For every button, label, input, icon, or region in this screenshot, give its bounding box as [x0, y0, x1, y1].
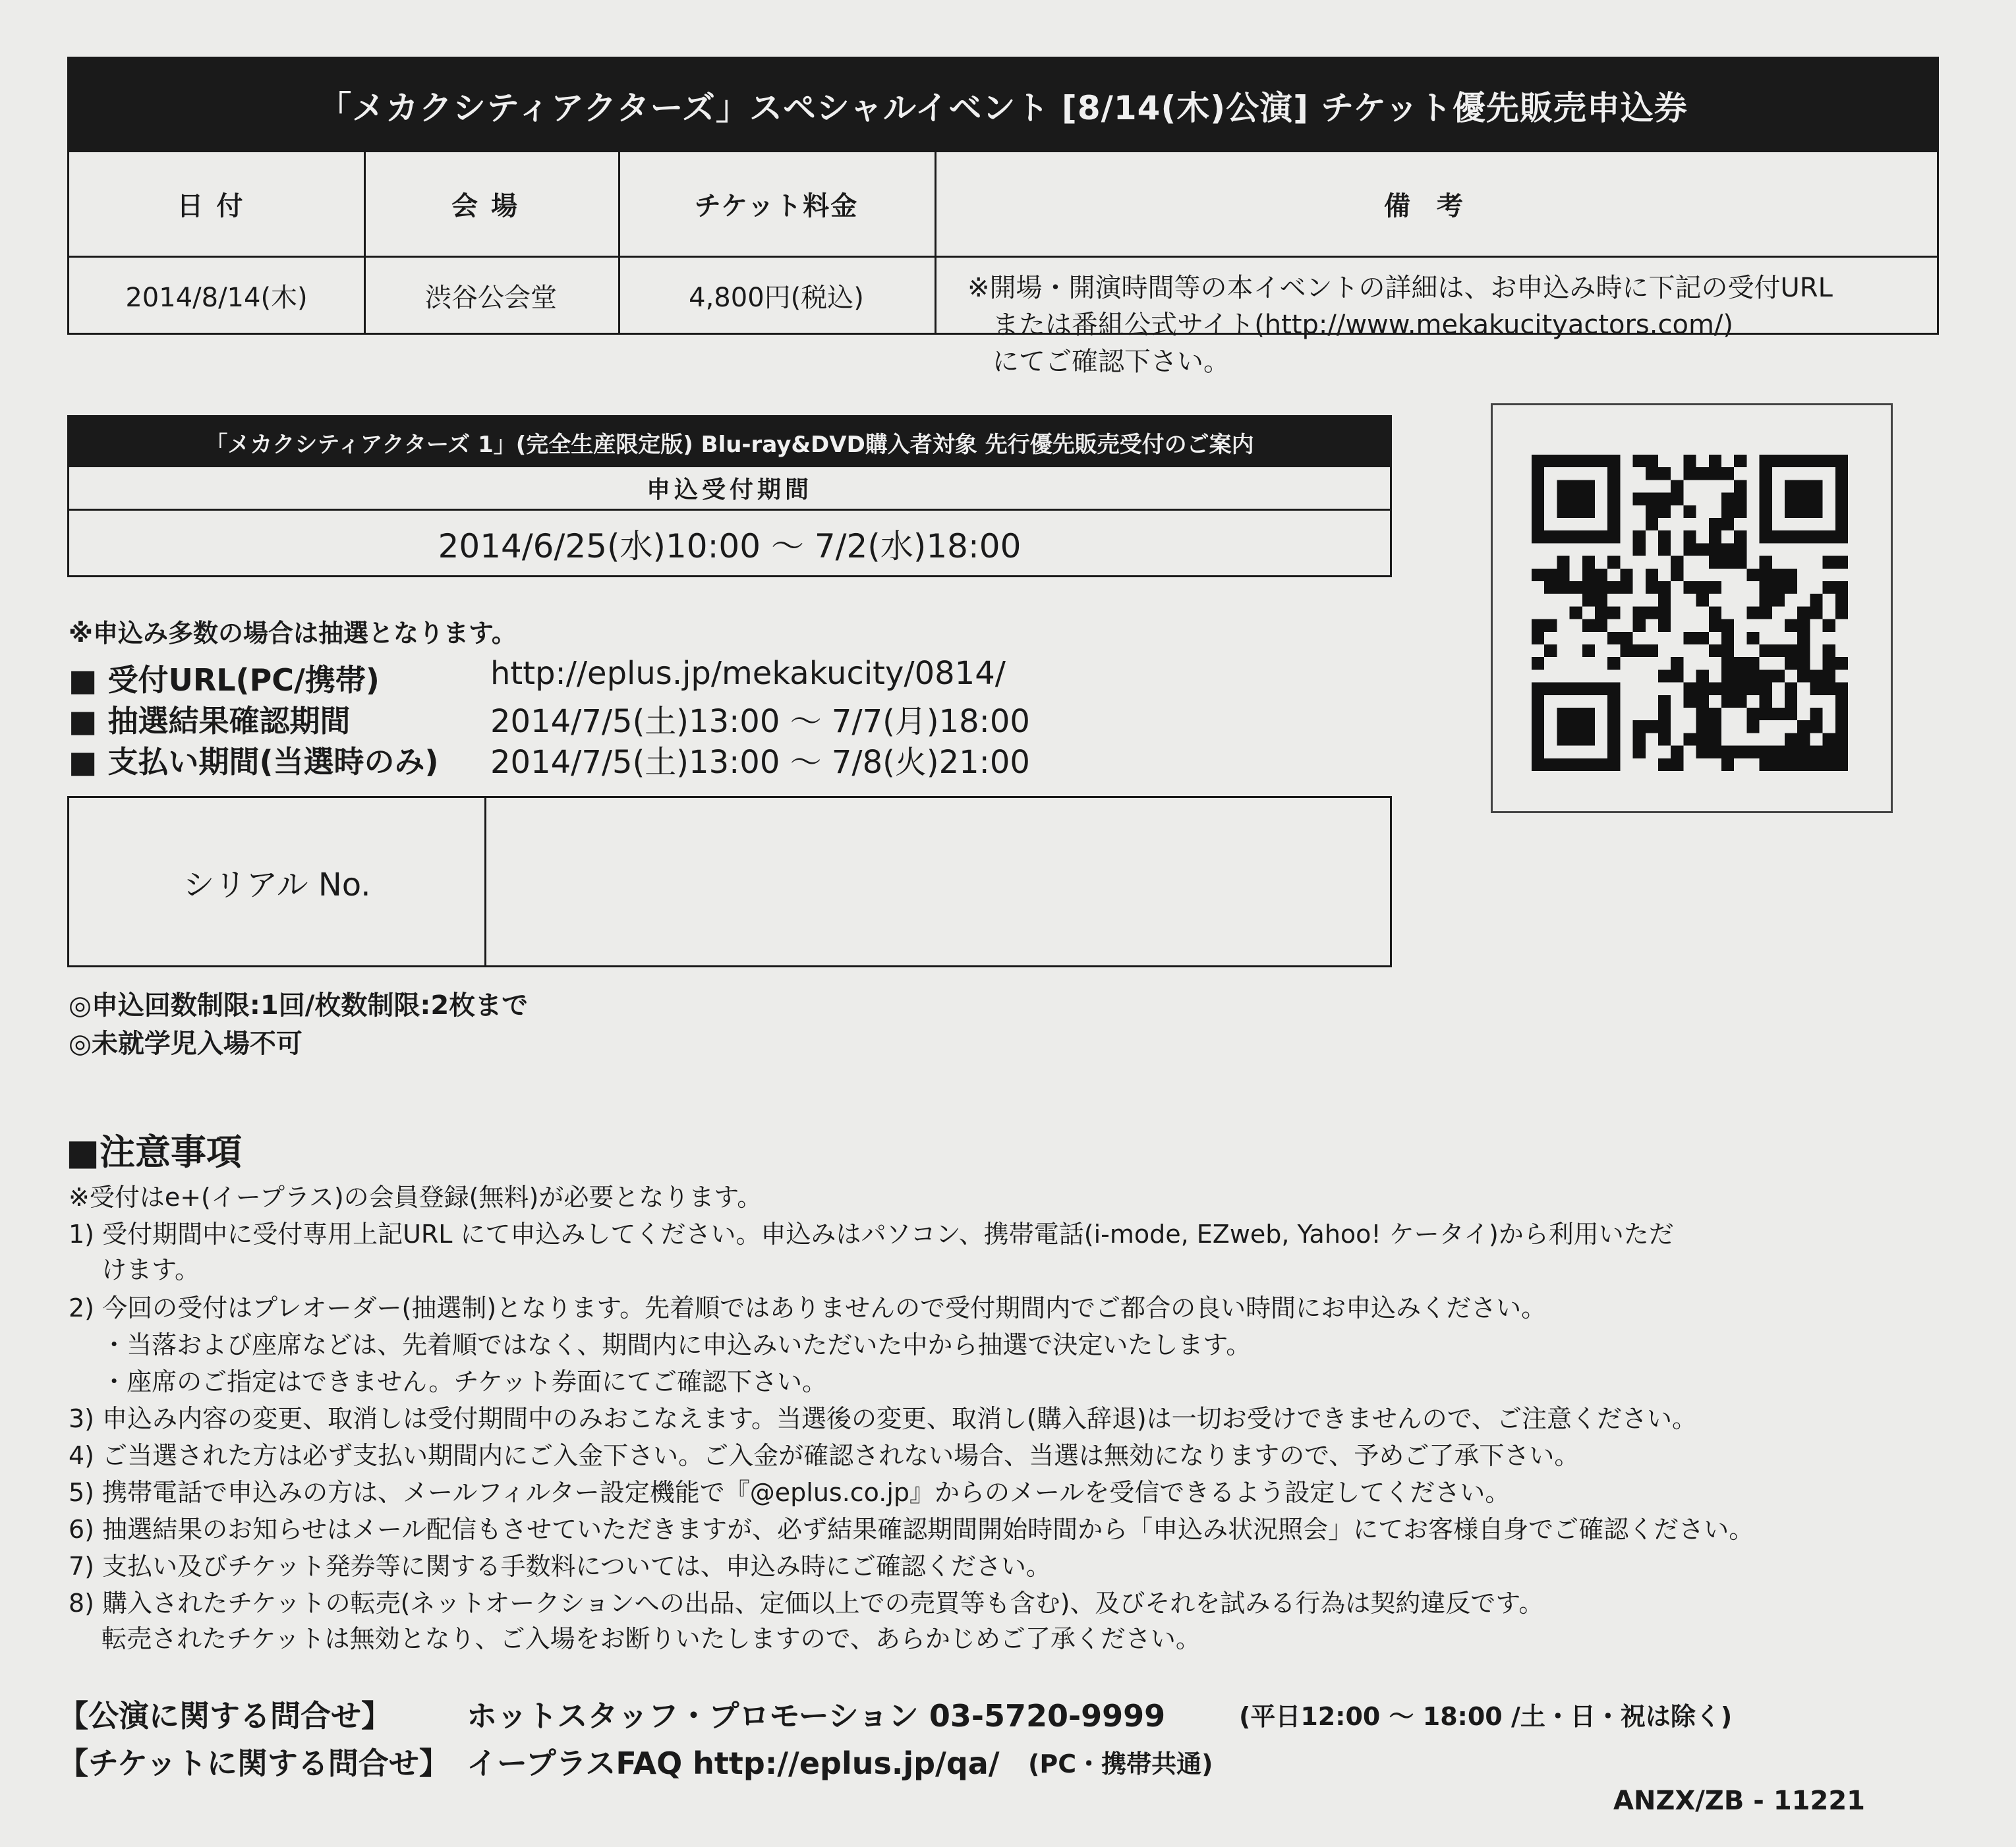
period-value: 2014/6/25(水)10:00 〜 7/2(水)18:00 [438, 527, 1022, 565]
info-label-lottery: ■ 抽選結果確認期間 [69, 703, 351, 739]
event-title: 「メカクシティアクターズ」スペシャルイベント [8/14(木)公演] チケット優先販売申込券 [69, 59, 1937, 152]
event-note-line: ※開場・開演時間等の本イベントの詳細は、お申込み時に下記の受付URL [967, 273, 1833, 303]
contact-label-show: 【公演に関する問合せ】 [58, 1698, 391, 1734]
caution-line: ※受付はe+(イープラス)の会員登録(無料)が必要となります。 [69, 1183, 763, 1212]
contact-note-ticket: (PC・携帯共通) [1028, 1749, 1213, 1778]
contact-value-show: ホットスタッフ・プロモーション 03-5720-9999 [467, 1698, 1166, 1734]
presale-box [67, 415, 1392, 577]
serial-label: シリアル No. [183, 866, 371, 903]
info-value-payment: 2014/7/5(土)13:00 〜 7/8(火)21:00 [490, 744, 1030, 781]
caution-line: 2) 今回の受付はプレオーダー(抽選制)となります。先着順ではありませんので受付期間内でご都合の良い時間にお申込みください。 [69, 1293, 1547, 1322]
serial-number-field[interactable] [486, 798, 1390, 965]
contact-label-ticket: 【チケットに関する問合せ】 [58, 1746, 449, 1781]
caution-line: 8) 購入されたチケットの転売(ネットオークションへの出品、定価以上での売買等も含む)、及びそれを試みる行為は契約違反です。 [69, 1589, 1544, 1618]
caution-line: 転売されたチケットは無効となり、ご入場をお断りいたしますので、あらかじめご了承ください。 [69, 1624, 1201, 1653]
event-venue: 渋谷公会堂 [425, 282, 557, 313]
info-value-lottery: 2014/7/5(土)13:00 〜 7/7(月)18:00 [490, 703, 1030, 740]
info-value-url[interactable]: http://eplus.jp/mekakucity/0814/ [490, 655, 1006, 692]
event-notes [935, 258, 1939, 377]
limit-line: ◎未就学児入場不可 [69, 1029, 302, 1059]
serial-box [67, 796, 1392, 967]
event-note-line: または番組公式サイト(http://www.mekakucityactors.com/) [993, 310, 1733, 340]
info-label-url: ■ 受付URL(PC/携帯) [69, 662, 380, 698]
limit-line: ◎申込回数制限:1回/枚数制限:2枚まで [69, 990, 529, 1021]
caution-line: ・当落および座席などは、先着順ではなく、期間内に申込みいただいた中から抽選で決定いたします。 [69, 1330, 1252, 1359]
caution-line: 6) 抽選結果のお知らせはメール配信もさせていただきますが、必ず結果確認期間開始時間から「申込み状況照会」にてお客様自身でご確認ください。 [69, 1515, 1754, 1544]
lottery-note: ※申込み多数の場合は抽選となります。 [69, 619, 517, 648]
caution-line: 7) 支払い及びチケット発券等に関する手数料については、申込み時にご確認ください。 [69, 1552, 1051, 1581]
document-code: ANZX/ZB - 11221 [1613, 1786, 1865, 1816]
caution-line: けます。 [69, 1255, 200, 1284]
contact-value-ticket[interactable]: イープラスFAQ http://eplus.jp/qa/ [467, 1746, 1000, 1781]
event-price: 4,800円(税込) [689, 282, 864, 313]
event-note-line: にてご確認下さい。 [993, 347, 1230, 377]
period-label: 申込受付期間 [69, 467, 1390, 511]
header-notes: 備考 [1384, 191, 1489, 221]
info-label-payment: ■ 支払い期間(当選時のみ) [69, 744, 439, 780]
contact-note-show: (平日12:00 〜 18:00 /土・日・祝は除く) [1239, 1702, 1733, 1731]
caution-line: 4) ご当選された方は必ず支払い期間内にご入金下さい。ご入金が確認されない場合、当選は無効になりますので、予めご了承下さい。 [69, 1441, 1580, 1470]
event-table [67, 57, 1939, 377]
presale-title: 「メカクシティアクターズ 1」(完全生産限定版) Blu-ray&DVD購入者対象 先行優先販売受付のご案内 [69, 417, 1390, 467]
caution-line: 5) 携帯電話で申込みの方は、メールフィルター設定機能で『@eplus.co.jp』からのメールを受信できるよう設定してください。 [69, 1478, 1511, 1507]
caution-line: 3) 申込み内容の変更、取消しは受付期間中のみおこなえます。当選後の変更、取消し(購入辞退)は一切お受けできませんので、ご注意ください。 [69, 1404, 1697, 1433]
header-price: チケット料金 [694, 191, 859, 221]
caution-line: ・座席のご指定はできません。チケット券面にてご確認下さい。 [69, 1367, 827, 1396]
caution-line: 1) 受付期間中に受付専用上記URL にて申込みしてください。申込みはパソコン、携帯電話(i-mode, EZweb, Yahoo! ケータイ)から利用いただ [69, 1220, 1674, 1249]
header-venue: 会場 [451, 191, 531, 221]
event-date: 2014/8/14(木) [125, 282, 308, 313]
header-date: 日付 [177, 191, 256, 221]
qr-code-icon[interactable] [1532, 455, 1848, 771]
cautions-heading: ■注意事項 [66, 1131, 243, 1173]
